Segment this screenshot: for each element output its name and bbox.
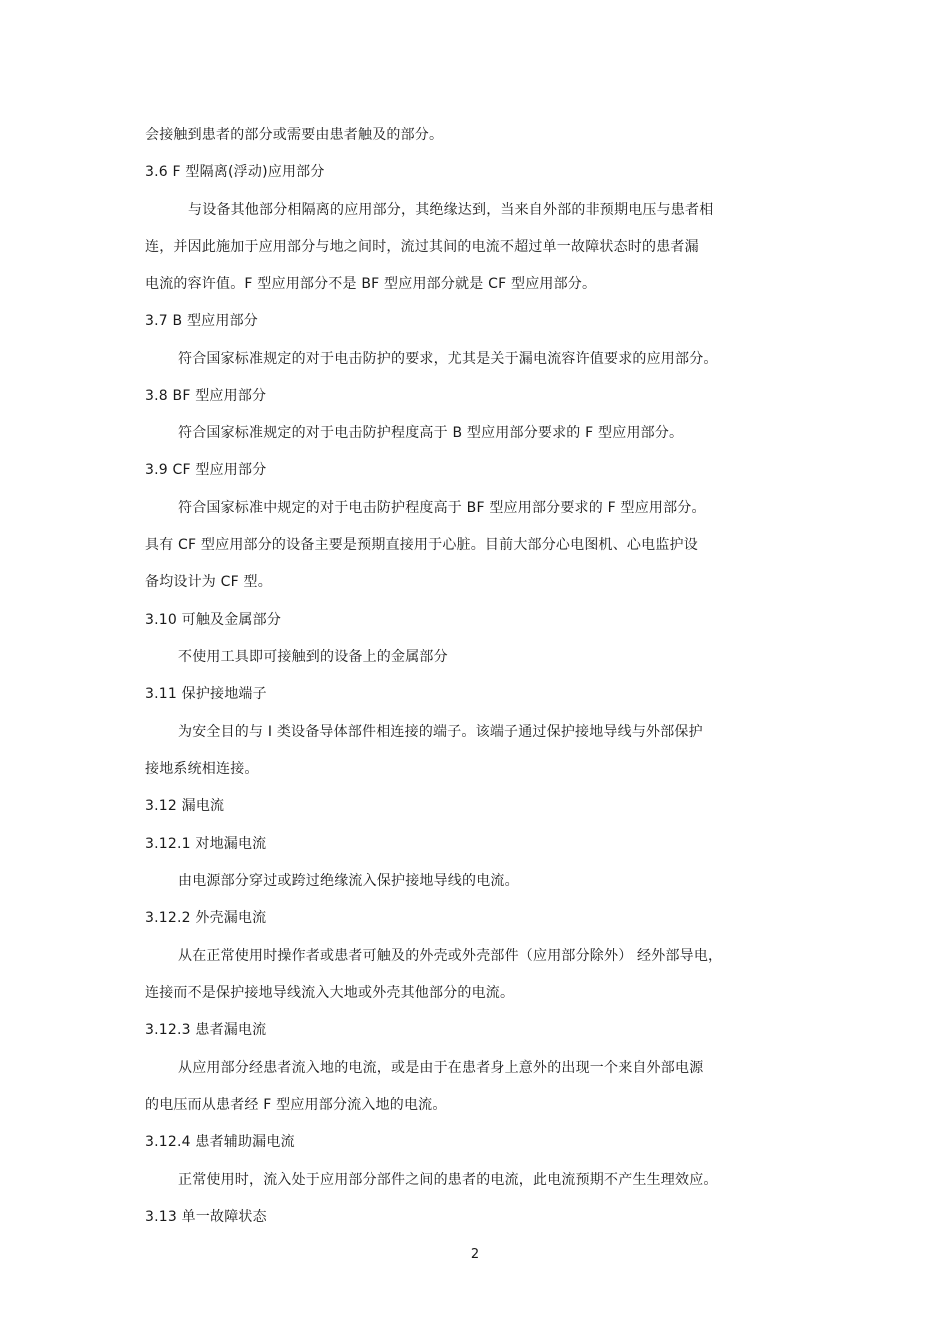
text-line: 的电压而从患者经 F 型应用部分流入地的电流。 (145, 1097, 447, 1113)
page-number: 2 (470, 1247, 480, 1262)
section-heading: 3.12.3 患者漏电流 (145, 1022, 267, 1038)
text-line: 正常使用时，流入处于应用部分部件之间的患者的电流，此电流预期不产生生理效应。 (178, 1172, 718, 1188)
text-line: 连，并因此施加于应用部分与地之间时，流过其间的电流不超过单一故障状态时的患者漏 (145, 239, 699, 255)
text-line: 连接而不是保护接地导线流入大地或外壳其他部分的电流。 (145, 985, 515, 1001)
section-heading: 3.12 漏电流 (145, 798, 225, 814)
text-line: 从在正常使用时操作者或患者可触及的外壳或外壳部件（应用部分除外） 经外部导电， (178, 948, 723, 964)
text-line: 不使用工具即可接触到的设备上的金属部分 (178, 649, 448, 665)
section-heading: 3.13 单一故障状态 (145, 1209, 267, 1225)
section-heading: 3.9 CF 型应用部分 (145, 462, 267, 478)
section-heading: 3.8 BF 型应用部分 (145, 388, 267, 404)
text-line: 备均设计为 CF 型。 (145, 574, 272, 590)
text-line: 由电源部分穿过或跨过绝缘流入保护接地导线的电流。 (178, 873, 519, 889)
section-heading: 3.12.4 患者辅助漏电流 (145, 1134, 295, 1150)
section-heading: 3.10 可触及金属部分 (145, 612, 282, 628)
section-heading: 3.11 保护接地端子 (145, 686, 267, 702)
text-line: 符合国家标准规定的对于电击防护的要求，尤其是关于漏电流容许值要求的应用部分。 (178, 351, 718, 367)
text-line: 为安全目的与 I 类设备导体部件相连接的端子。该端子通过保护接地导线与外部保护 (178, 724, 703, 740)
text-line: 与设备其他部分相隔离的应用部分，其绝缘达到，当来自外部的非预期电压与患者相 (188, 202, 714, 218)
text-line: 会接触到患者的部分或需要由患者触及的部分。 (145, 127, 444, 143)
text-line: 从应用部分经患者流入地的电流，或是由于在患者身上意外的出现一个来自外部电源 (178, 1060, 704, 1076)
text-line: 符合国家标准中规定的对于电击防护程度高于 BF 型应用部分要求的 F 型应用部分。 (178, 500, 706, 516)
text-line: 接地系统相连接。 (145, 761, 259, 777)
section-heading: 3.7 B 型应用部分 (145, 313, 258, 329)
text-line: 符合国家标准规定的对于电击防护程度高于 B 型应用部分要求的 F 型应用部分。 (178, 425, 684, 441)
text-line: 电流的容许值。F 型应用部分不是 BF 型应用部分就是 CF 型应用部分。 (145, 276, 597, 292)
section-heading: 3.6 F 型隔离(浮动)应用部分 (145, 164, 325, 180)
section-heading: 3.12.1 对地漏电流 (145, 836, 267, 852)
text-line: 具有 CF 型应用部分的设备主要是预期直接用于心脏。目前大部分心电图机、心电监护设 (145, 537, 698, 553)
section-heading: 3.12.2 外壳漏电流 (145, 910, 267, 926)
